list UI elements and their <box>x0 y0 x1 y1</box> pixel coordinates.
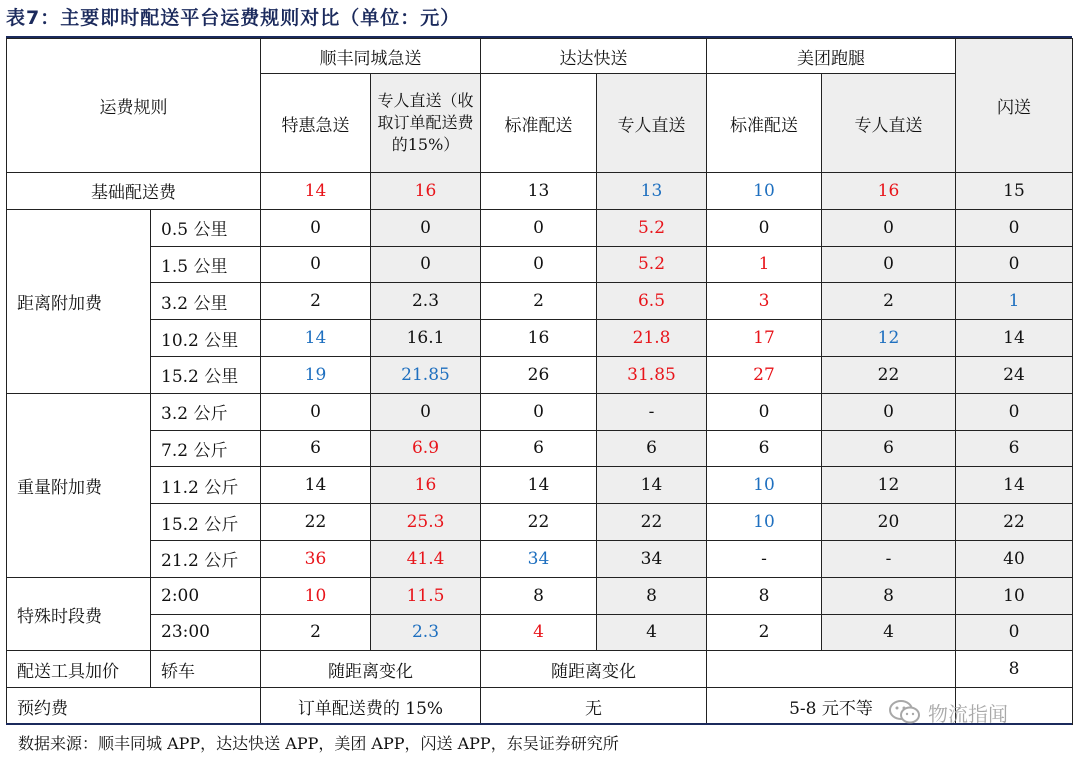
value-cell: 0 <box>481 209 597 246</box>
value-cell: 15 <box>956 173 1073 210</box>
value-cell: - <box>707 540 822 577</box>
value-cell: 2 <box>261 283 371 320</box>
table-row <box>7 356 1073 393</box>
value-cell: 4 <box>822 614 956 651</box>
value-cell: - <box>597 393 707 430</box>
value-cell: 6.5 <box>597 283 707 320</box>
value-cell: 2 <box>481 283 597 320</box>
value-cell: 10 <box>261 577 371 614</box>
value-cell: 14 <box>956 467 1073 504</box>
value-cell: 10 <box>707 173 822 210</box>
sub-label: 15.2 公斤 <box>151 504 261 541</box>
dada-direct-header: 专人直送 <box>597 74 707 173</box>
value-cell: 0 <box>822 246 956 283</box>
sub-label: 10.2 公里 <box>151 320 261 357</box>
value-cell: 22 <box>597 504 707 541</box>
value-cell: 25.3 <box>371 504 481 541</box>
value-cell: 12 <box>822 467 956 504</box>
value-cell: 11.5 <box>371 577 481 614</box>
sub-label: 轿车 <box>151 651 261 688</box>
value-cell: 6 <box>822 430 956 467</box>
value-cell: 16 <box>371 467 481 504</box>
sub-label: 15.2 公里 <box>151 356 261 393</box>
value-cell: 22 <box>261 504 371 541</box>
table-row <box>7 283 1073 320</box>
value-cell: 4 <box>597 614 707 651</box>
fee-comparison-table <box>6 38 1073 725</box>
meituan-header: 美团跑腿 <box>707 39 956 74</box>
value-cell: 0 <box>956 209 1073 246</box>
value-cell: 1 <box>707 246 822 283</box>
value-cell: 6 <box>481 430 597 467</box>
table-row <box>7 173 1073 210</box>
dada-standard-header: 标准配送 <box>481 74 597 173</box>
value-cell: 14 <box>481 467 597 504</box>
rule-header: 运费规则 <box>7 39 261 173</box>
table-row <box>7 430 1073 467</box>
value-cell: 0 <box>822 393 956 430</box>
value-cell: 34 <box>597 540 707 577</box>
special-period-fee-label: 特殊时段费 <box>7 577 151 651</box>
value-cell: 2 <box>261 614 371 651</box>
sf-header: 顺丰同城急送 <box>261 39 481 74</box>
value-cell: 1 <box>956 283 1073 320</box>
table-row <box>7 614 1073 651</box>
value-cell: 10 <box>707 504 822 541</box>
value-cell: 22 <box>956 504 1073 541</box>
sub-label: 3.2 公里 <box>151 283 261 320</box>
value-cell: 6 <box>956 430 1073 467</box>
value-cell: 8 <box>822 577 956 614</box>
value-cell: 3 <box>707 283 822 320</box>
value-cell: 2.3 <box>371 614 481 651</box>
value-cell: 0 <box>261 393 371 430</box>
sub-label: 1.5 公里 <box>151 246 261 283</box>
sf-direct-header: 专人直送（收取订单配送费的15%） <box>371 74 481 173</box>
value-cell: 2.3 <box>371 283 481 320</box>
value-cell: 10 <box>956 577 1073 614</box>
shansong-header: 闪送 <box>956 39 1073 173</box>
data-source-note: 数据来源：顺丰同城 APP，达达快送 APP，美团 APP，闪送 APP，东吴证券研究所 <box>18 734 619 753</box>
value-cell: 26 <box>481 356 597 393</box>
value-cell: 36 <box>261 540 371 577</box>
sub-label: 21.2 公斤 <box>151 540 261 577</box>
table-title: 表7：主要即时配送平台运费规则对比（单位：元） <box>6 7 461 29</box>
vehicle-fee-label: 配送工具加价 <box>7 651 151 688</box>
weight-fee-label: 重量附加费 <box>7 393 151 577</box>
table-row <box>7 577 1073 614</box>
value-cell: 0 <box>956 246 1073 283</box>
value-cell: 0 <box>371 393 481 430</box>
value-cell: 0 <box>956 614 1073 651</box>
table-row <box>7 209 1073 246</box>
value-cell: 19 <box>261 356 371 393</box>
value-cell: 10 <box>707 467 822 504</box>
value-cell: 5.2 <box>597 209 707 246</box>
sub-label: 3.2 公斤 <box>151 393 261 430</box>
value-cell: 4 <box>481 614 597 651</box>
watermark-text: 物流指闻 <box>928 701 1008 726</box>
value-cell: 16.1 <box>371 320 481 357</box>
value-cell: 16 <box>371 173 481 210</box>
table-row <box>7 504 1073 541</box>
value-cell: 0 <box>707 209 822 246</box>
sf-discount-header: 特惠急送 <box>261 74 371 173</box>
dada-vehicle-value: 随距离变化 <box>481 651 707 688</box>
value-cell: 0 <box>371 246 481 283</box>
meituan-vehicle-value <box>707 651 956 688</box>
shansong-vehicle-value: 8 <box>956 651 1073 688</box>
reservation-fee-label: 预约费 <box>7 688 261 725</box>
value-cell: 8 <box>707 577 822 614</box>
value-cell: 22 <box>481 504 597 541</box>
value-cell: 22 <box>822 356 956 393</box>
wechat-icon <box>888 699 922 725</box>
value-cell: 2 <box>822 283 956 320</box>
value-cell: 13 <box>597 173 707 210</box>
table-row <box>7 246 1073 283</box>
value-cell: 2 <box>707 614 822 651</box>
value-cell: 31.85 <box>597 356 707 393</box>
value-cell: 14 <box>597 467 707 504</box>
value-cell: 14 <box>261 320 371 357</box>
value-cell: 0 <box>822 209 956 246</box>
value-cell: 0 <box>956 393 1073 430</box>
base-fee-label: 基础配送费 <box>7 173 261 210</box>
value-cell: 6.9 <box>371 430 481 467</box>
watermark <box>888 695 1008 729</box>
distance-fee-label: 距离附加费 <box>7 209 151 393</box>
table-row <box>7 540 1073 577</box>
sub-label: 11.2 公斤 <box>151 467 261 504</box>
sub-label: 23:00 <box>151 614 261 651</box>
value-cell: 8 <box>481 577 597 614</box>
value-cell: 16 <box>822 173 956 210</box>
table-row <box>7 393 1073 430</box>
mt-direct-header: 专人直送 <box>822 74 956 173</box>
value-cell: 12 <box>822 320 956 357</box>
value-cell: 20 <box>822 504 956 541</box>
table-row <box>7 651 1073 688</box>
value-cell: 8 <box>597 577 707 614</box>
sf-reservation-value: 订单配送费的 15% <box>261 688 481 725</box>
value-cell: 16 <box>481 320 597 357</box>
sub-label: 2:00 <box>151 577 261 614</box>
value-cell: 0 <box>371 209 481 246</box>
value-cell: 21.8 <box>597 320 707 357</box>
value-cell: 34 <box>481 540 597 577</box>
sub-label: 7.2 公斤 <box>151 430 261 467</box>
value-cell: 17 <box>707 320 822 357</box>
value-cell: 21.85 <box>371 356 481 393</box>
value-cell: 0 <box>261 246 371 283</box>
sub-label: 0.5 公里 <box>151 209 261 246</box>
table-row <box>7 320 1073 357</box>
value-cell: 5.2 <box>597 246 707 283</box>
value-cell: 0 <box>261 209 371 246</box>
value-cell: 41.4 <box>371 540 481 577</box>
dada-reservation-value: 无 <box>481 688 707 725</box>
mt-standard-header: 标准配送 <box>707 74 822 173</box>
value-cell: 6 <box>597 430 707 467</box>
value-cell: 27 <box>707 356 822 393</box>
value-cell: 14 <box>956 320 1073 357</box>
value-cell: 6 <box>261 430 371 467</box>
value-cell: 14 <box>261 467 371 504</box>
table-row <box>7 467 1073 504</box>
value-cell: 0 <box>481 393 597 430</box>
meituan-reservation-value: 5-8 元不等 <box>707 688 956 725</box>
dada-header: 达达快送 <box>481 39 707 74</box>
value-cell: 6 <box>707 430 822 467</box>
value-cell: 0 <box>481 246 597 283</box>
value-cell: 13 <box>481 173 597 210</box>
value-cell: - <box>822 540 956 577</box>
value-cell: 14 <box>261 173 371 210</box>
value-cell: 40 <box>956 540 1073 577</box>
value-cell: 24 <box>956 356 1073 393</box>
sf-vehicle-value: 随距离变化 <box>261 651 481 688</box>
value-cell: 0 <box>707 393 822 430</box>
